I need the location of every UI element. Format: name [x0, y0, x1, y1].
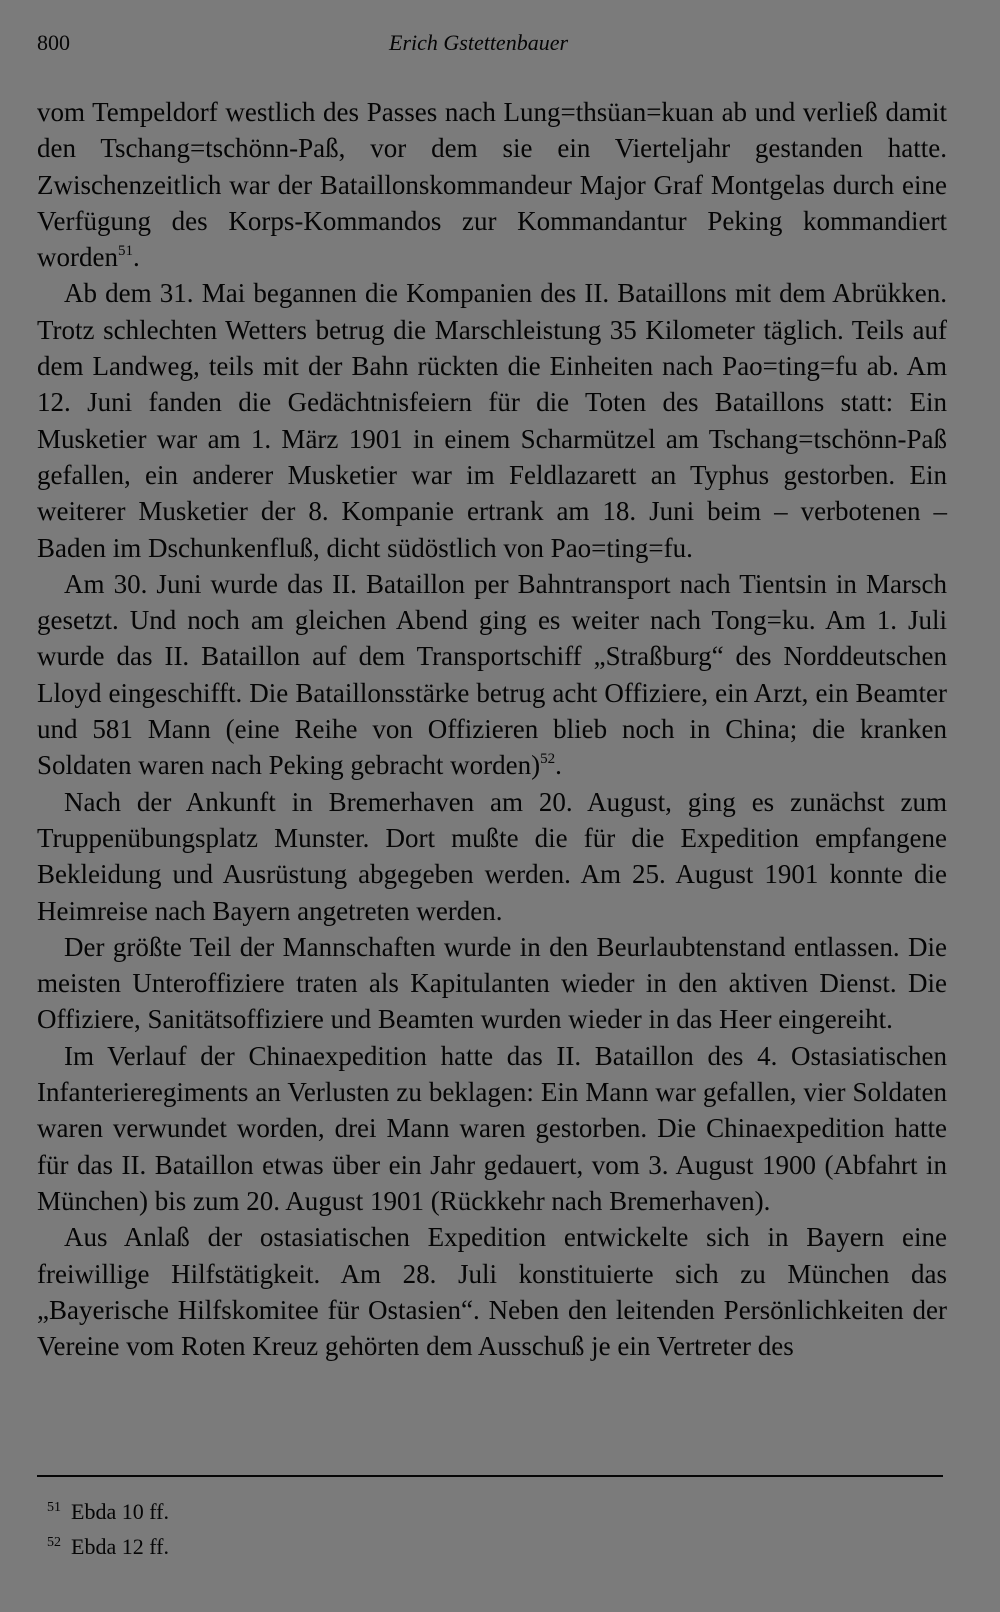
- footnote-mark: 52: [47, 1535, 61, 1550]
- paragraph-2: [37, 275, 947, 565]
- paragraph-tail: .: [132, 242, 140, 273]
- paragraph-1: [37, 94, 947, 275]
- footnote-text: Ebda 12 ff.: [71, 1534, 169, 1559]
- paragraph-3: [37, 566, 947, 784]
- paragraph-text: Aus Anlaß der ostasiatischen Expedition entwickelte sich in Bayern eine freiwillige Hilfstätigkeit. Am 28. Juli konstituierte sich zu München das „Bayerische Hilfskomitee für Ostasien“. Neben den leitenden Persönlichkeiten der Vereine vom Roten Kreuz gehörten dem Ausschuß je ein Vertreter des: [37, 1222, 947, 1362]
- paragraph-tail: .: [555, 750, 562, 781]
- footnote-mark: 51: [47, 1500, 61, 1515]
- paragraph-text: vom Tempeldorf westlich des Passes nach Lung=thsüan=kuan ab und verließ damit den Tschang=tschönn-Paß, vor dem sie ein Vierteljahr gestanden hatte. Zwischenzeitlich war der Bataillonskommandeur Major Graf Montgelas durch eine Verfügung des Korps-Kommandos zur Kommandantur Peking kommandiert worden: [37, 97, 947, 273]
- paragraph-text: Nach der Ankunft in Bremerhaven am 20. August, ging es zunächst zum Truppenübungsplatz Munster. Dort mußte die für die Expedition empfangene Bekleidung und Ausrüstung abgegeben werden. Am 25. August 1901 konnte die Heimreise nach Bayern angetreten werden.: [37, 786, 947, 926]
- footnote-ref-51: 51: [117, 243, 133, 260]
- paragraph-text: Ab dem 31. Mai begannen die Kompanien des II. Bataillons mit dem Abrükken. Trotz schlechten Wetters betrug die Marschleistung 35 Kilometer täglich. Teils auf dem Landweg, teils mit der Bahn rückten die Einheiten nach Pao=ting=fu ab. Am 12. Juni fanden die Gedächtnisfeiern für die Toten des Bataillons statt: Ein Musketier war am 1. März 1901 in einem Scharmützel am Tschang=tschönn-Paß gefallen, ein anderer Musketier war im Feldlazarett an Typhus gestorben. Ein weiterer Musketier der 8. Kompanie ertrank am 18. Juni beim – verbotenen – Baden im Dschunkenfluß, dicht südöstlich von Pao=ting=fu.: [37, 278, 947, 563]
- footnote-51: [47, 1492, 169, 1527]
- paragraph-6: [37, 1038, 947, 1219]
- footnote-ref-52: 52: [540, 751, 556, 768]
- page-header: [37, 30, 950, 66]
- footnote-52: [47, 1527, 169, 1562]
- body-text: [37, 94, 947, 1364]
- footnote-text: Ebda 10 ff.: [71, 1499, 169, 1524]
- footnote-rule: [37, 1475, 943, 1477]
- paragraph-text: Im Verlauf der Chinaexpedition hatte das II. Bataillon des 4. Ostasiatischen Infanterieregiments an Verlusten zu beklagen: Ein Mann war gefallen, vier Soldaten waren verwundet worden, drei Mann waren gestorben. Die Chinaexpedition hatte für das II. Bataillon etwas über ein Jahr gedauert, vom 3. August 1900 (Abfahrt in München) bis zum 20. August 1901 (Rückkehr nach Bremerhaven).: [37, 1040, 947, 1216]
- paragraph-text: Am 30. Juni wurde das II. Bataillon per Bahntransport nach Tientsin in Marsch gesetzt. Und noch am gleichen Abend ging es weiter nach Tong=ku. Am 1. Juli wurde das II. Bataillon auf dem Transportschiff „Straßburg“ des Norddeutschen Lloyd eingeschifft. Die Bataillonsstärke betrug acht Offiziere, ein Arzt, ein Beamter und 581 Mann (eine Reihe von Offizieren blieb noch in China; die kranken Soldaten waren nach Peking gebracht worden): [37, 568, 947, 781]
- paragraph-5: [37, 929, 947, 1038]
- paragraph-7: [37, 1219, 947, 1364]
- page-number: 800: [37, 30, 70, 55]
- paragraph-4: [37, 784, 947, 929]
- paragraph-text: Der größte Teil der Mannschaften wurde in den Beurlaubtenstand entlassen. Die meisten Unteroffiziere traten als Kapitulanten wieder in den aktiven Dienst. Die Offiziere, Sanitätsoffiziere und Beamten wurden wieder in das Heer eingereiht.: [37, 931, 947, 1035]
- running-head: Erich Gstettenbauer: [389, 30, 569, 55]
- footnotes: [47, 1492, 169, 1562]
